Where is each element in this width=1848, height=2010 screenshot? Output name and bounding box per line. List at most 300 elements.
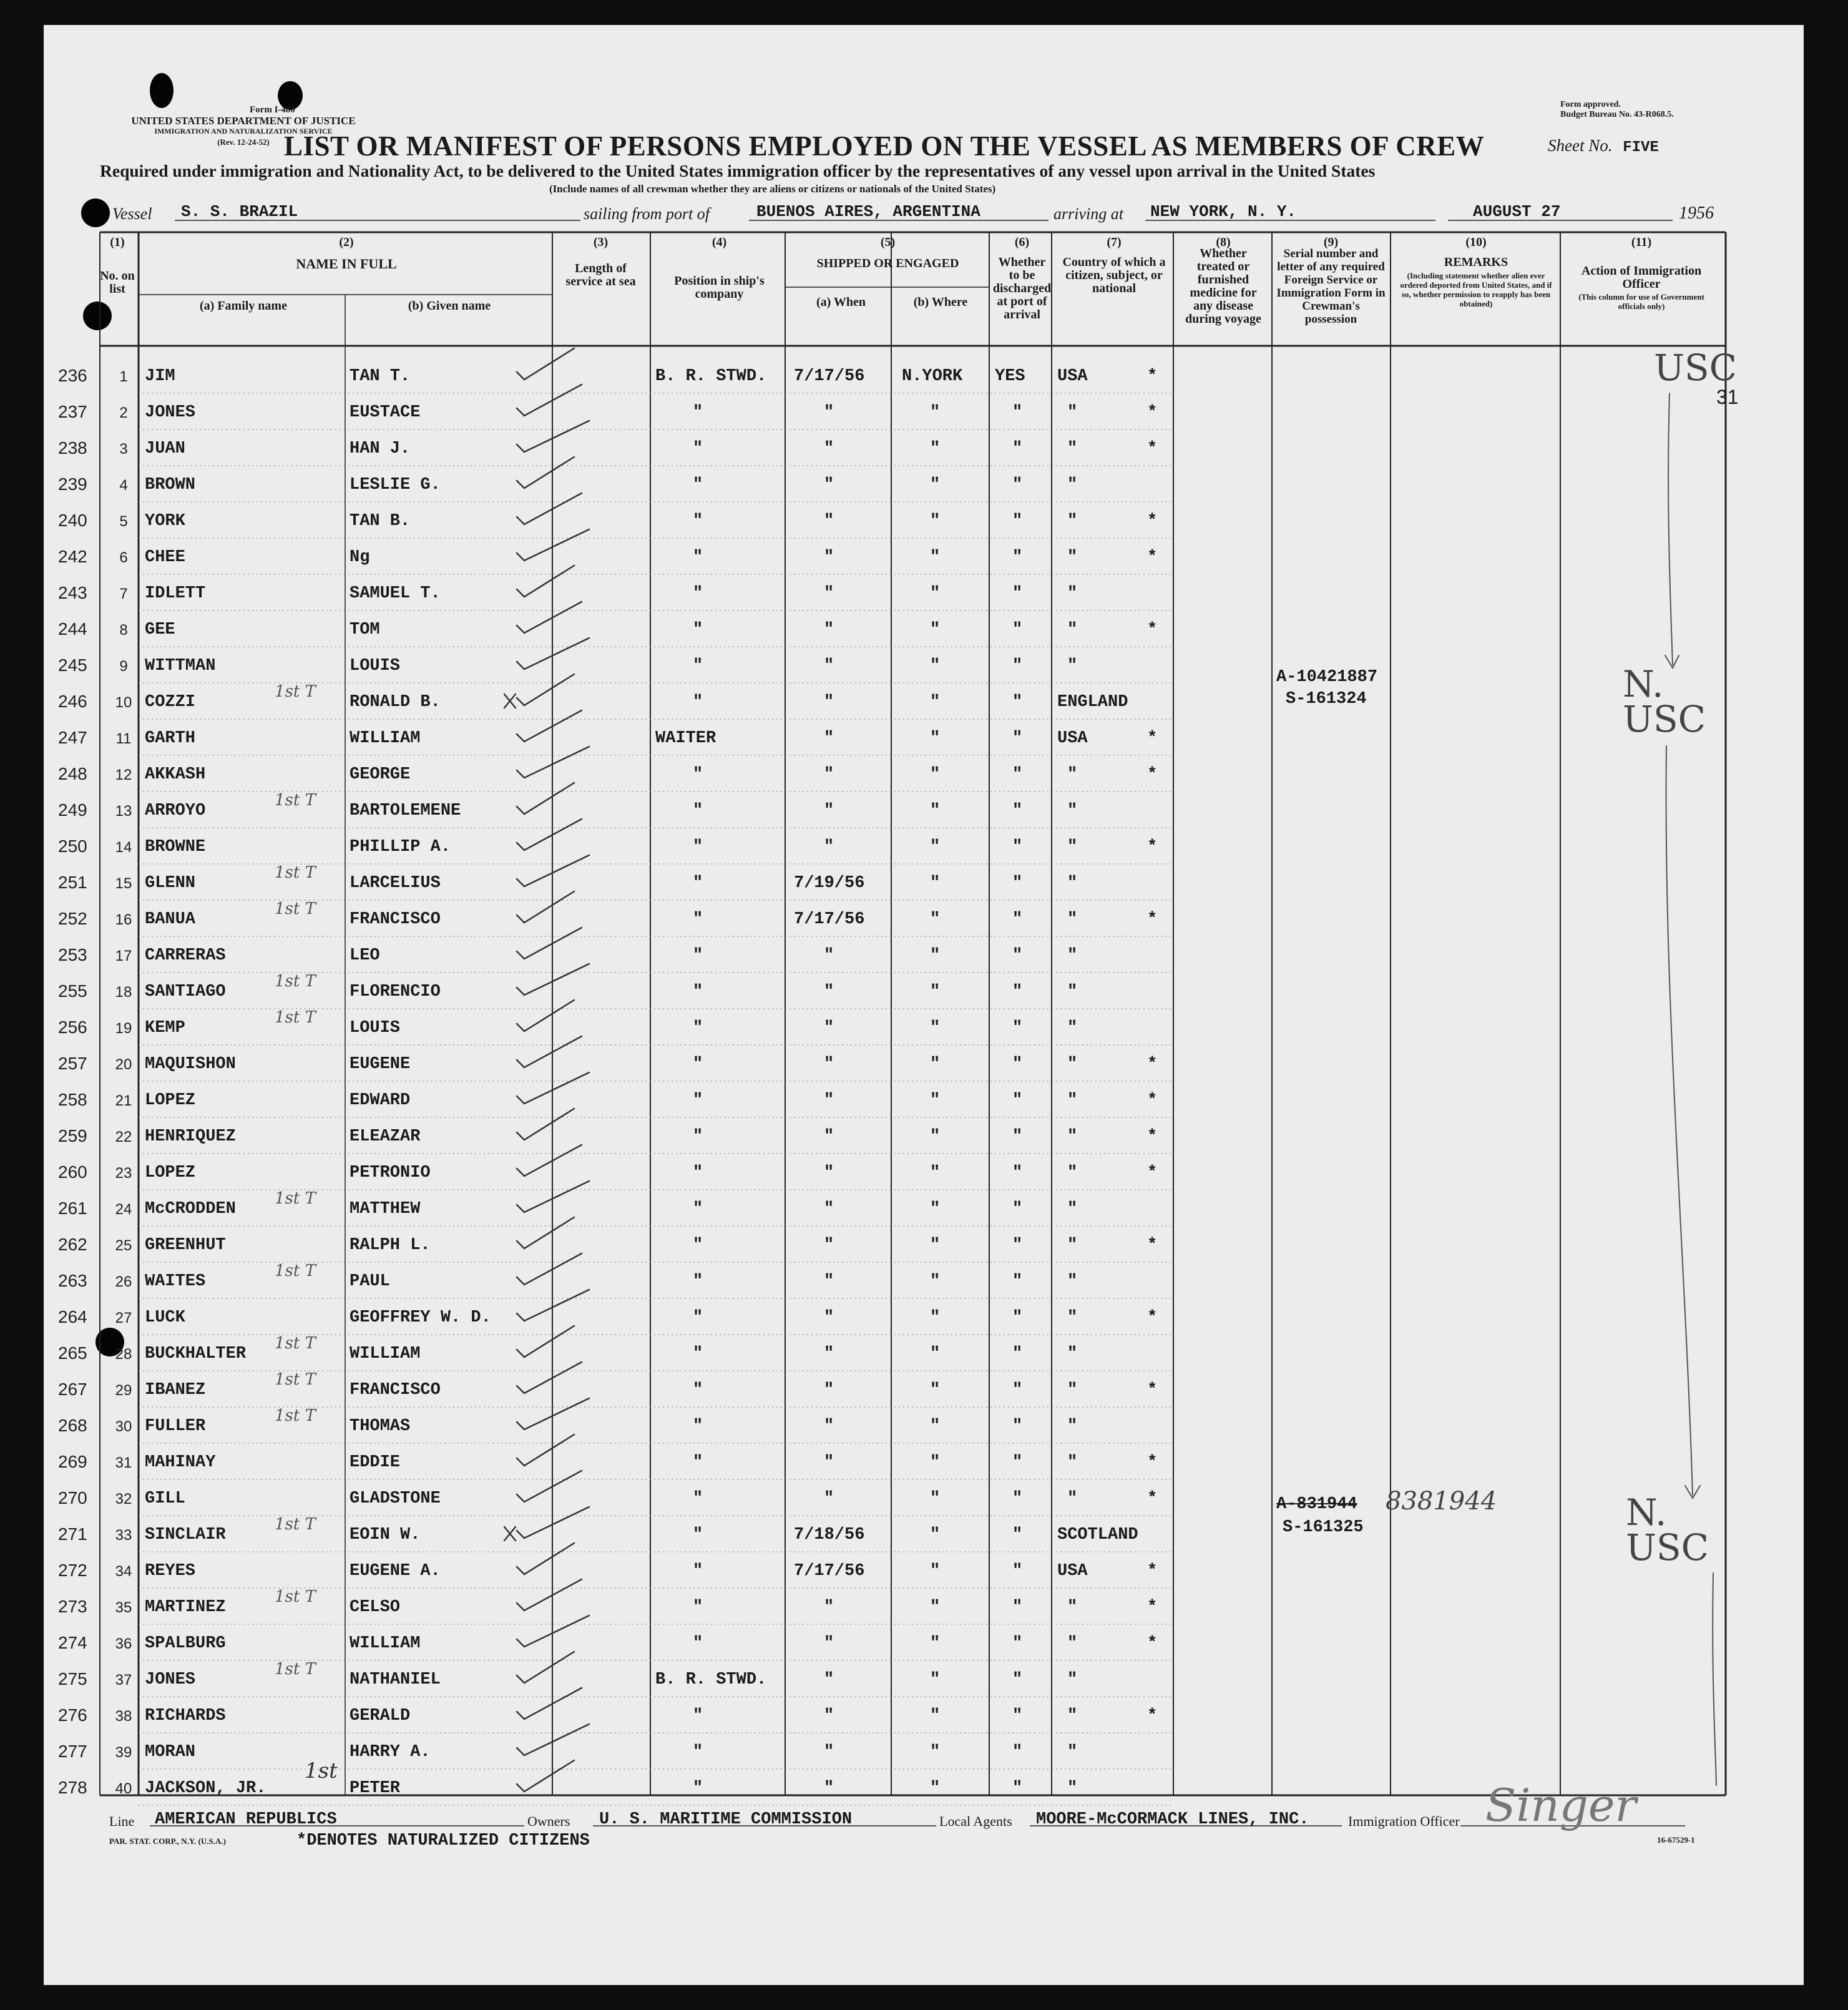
- row-given: NATHANIEL: [350, 1670, 441, 1689]
- row-position: ": [693, 1381, 703, 1400]
- row-discharge: ": [1012, 1670, 1023, 1689]
- row-outer: 262: [58, 1235, 87, 1254]
- col6-header: Whether to be discharged at port of arrival: [992, 255, 1052, 321]
- row-family: GEE: [145, 620, 175, 639]
- row-given: FLORENCIO: [350, 983, 441, 1001]
- row-where: ": [930, 1164, 941, 1182]
- row-where: ": [930, 620, 941, 639]
- service-checkmark: [517, 891, 574, 923]
- row-country: ": [1067, 910, 1078, 929]
- row-where: ": [930, 1272, 941, 1291]
- row-country: ": [1067, 657, 1078, 675]
- row-where: ": [930, 838, 941, 856]
- row-star: *: [1147, 1236, 1158, 1255]
- row-given: GEOFFREY W. D.: [350, 1308, 491, 1327]
- row-family: RICHARDS: [145, 1707, 226, 1725]
- row-given: TOM: [350, 620, 380, 639]
- row-position: B. R. STWD.: [655, 367, 767, 386]
- row-where: ": [930, 765, 941, 784]
- row-family: AKKASH: [145, 765, 206, 784]
- row-country: ": [1067, 1164, 1078, 1182]
- row-position: ": [693, 403, 703, 422]
- row-where: ": [930, 1345, 941, 1363]
- row-country: ": [1067, 439, 1078, 458]
- col11-header: Action of Immigration Officer: [1581, 264, 1702, 291]
- row-position: ": [693, 1345, 703, 1363]
- usc-mark-2: N. USC: [1623, 663, 1706, 740]
- row-where: ": [930, 729, 941, 748]
- first-trip-mark: 1st T: [275, 1262, 316, 1280]
- row-position: ": [693, 1200, 703, 1218]
- row-star: *: [1147, 1489, 1158, 1508]
- row-position: ": [693, 620, 703, 639]
- col1-header: No. on list: [100, 269, 135, 296]
- row-where: ": [930, 1019, 941, 1037]
- row-country: ": [1067, 1272, 1078, 1291]
- row-family: JONES: [145, 1670, 196, 1689]
- row-discharge: ": [1012, 802, 1023, 820]
- row-position: ": [693, 1308, 703, 1327]
- row-position: ": [693, 1272, 703, 1291]
- row-star: *: [1147, 1634, 1158, 1653]
- row-country: ": [1067, 1236, 1078, 1255]
- row-family: REYES: [145, 1562, 196, 1581]
- row-position: ": [693, 1743, 703, 1762]
- agents-name: MOORE-McCORMACK LINES, INC.: [1036, 1810, 1309, 1829]
- row-no: 11: [115, 730, 132, 747]
- row-when: ": [824, 1598, 834, 1617]
- row-when: ": [824, 946, 834, 965]
- row-where: ": [930, 1562, 941, 1581]
- row-discharge: ": [1012, 729, 1023, 748]
- row-no: 7: [119, 586, 128, 602]
- row-no: 16: [115, 911, 132, 928]
- row-discharge: ": [1012, 1345, 1023, 1363]
- row-outer: 243: [58, 583, 87, 602]
- row-no: 19: [115, 1020, 132, 1037]
- service-checkmark: [517, 348, 574, 380]
- row-family: CARRERAS: [145, 946, 226, 965]
- line-label: Line: [109, 1813, 135, 1829]
- service-checkmark: [517, 1253, 582, 1285]
- row-no: 38: [115, 1708, 132, 1725]
- row-where: ": [930, 1598, 941, 1617]
- col1-number: (1): [110, 235, 125, 249]
- row-when: ": [824, 1345, 834, 1363]
- service-checkmark: [517, 928, 582, 959]
- col10-number: (10): [1465, 235, 1487, 249]
- row-star: *: [1147, 765, 1158, 784]
- row-when: ": [824, 1417, 834, 1436]
- row-discharge: ": [1012, 1091, 1023, 1110]
- row-where: ": [930, 1127, 941, 1146]
- row-given: LESLIE G.: [350, 476, 441, 494]
- row-position: ": [693, 1091, 703, 1110]
- col3-number: (3): [593, 235, 609, 249]
- row-position: ": [693, 584, 703, 603]
- row-family: LUCK: [145, 1308, 185, 1327]
- row-where: ": [930, 1417, 941, 1436]
- row-position: ": [693, 1453, 703, 1472]
- row-where: ": [930, 1055, 941, 1074]
- arrival-date: AUGUST 27: [1473, 202, 1561, 221]
- row-country: SCOTLAND: [1057, 1526, 1138, 1544]
- row-star: *: [1147, 1453, 1158, 1472]
- row-star: *: [1147, 1164, 1158, 1182]
- row-star: *: [1147, 1381, 1158, 1400]
- officer-signature: Singer: [1485, 1779, 1636, 1831]
- row-country: ": [1067, 946, 1078, 965]
- row-discharge: ": [1012, 1055, 1023, 1074]
- row-where: ": [930, 1670, 941, 1689]
- row-given: WILLIAM: [350, 729, 421, 748]
- service-checkmark: [517, 1217, 574, 1248]
- row-no: 27: [115, 1310, 132, 1326]
- row-country: ": [1067, 1598, 1078, 1617]
- row-family: BANUA: [145, 910, 196, 929]
- row-where: ": [930, 1381, 941, 1400]
- department-name: UNITED STATES DEPARTMENT OF JUSTICE: [131, 115, 356, 127]
- first-trip-mark: 1st T: [275, 1334, 316, 1353]
- row-given: LOUIS: [350, 1019, 401, 1037]
- row-where: ": [930, 1200, 941, 1218]
- row-where: ": [930, 983, 941, 1001]
- row-star: *: [1147, 439, 1158, 458]
- row-outer: 264: [58, 1307, 87, 1326]
- row-outer: 261: [58, 1199, 87, 1218]
- row-no: 20: [115, 1056, 132, 1073]
- officer-label: Immigration Officer: [1348, 1813, 1460, 1829]
- row-no: 31: [115, 1454, 132, 1471]
- first-trip-mark: 1st T: [275, 1189, 316, 1208]
- service-checkmark: [517, 602, 582, 633]
- row-where: ": [930, 874, 941, 893]
- col5-header: SHIPPED OR ENGAGED: [816, 257, 959, 270]
- vessel-name: S. S. BRAZIL: [181, 202, 298, 221]
- row-when: ": [824, 1272, 834, 1291]
- row-where: ": [930, 693, 941, 712]
- row-no: 30: [115, 1418, 132, 1435]
- row-discharge: ": [1012, 439, 1023, 458]
- row-when: 7/17/56: [794, 910, 865, 929]
- row-where: N.YORK: [902, 367, 963, 386]
- row-family: IBANEZ: [145, 1381, 206, 1400]
- row-position: ": [693, 657, 703, 675]
- row-given: PETRONIO: [350, 1164, 431, 1182]
- row-family: HENRIQUEZ: [145, 1127, 236, 1146]
- first-trip-mark: 1st: [305, 1758, 338, 1783]
- row-position: ": [693, 1598, 703, 1617]
- col5-number: (5): [880, 235, 896, 249]
- row-outer: 267: [58, 1380, 87, 1399]
- row-family: COZZI: [145, 693, 196, 712]
- row10-serial-a: A-10421887: [1276, 668, 1378, 687]
- row-given: PAUL: [350, 1272, 390, 1291]
- row10-serial-s: S-161324: [1286, 690, 1367, 708]
- arrow-line: [1666, 746, 1693, 1495]
- arrival-port: NEW YORK, N. Y.: [1150, 202, 1297, 221]
- row-star: *: [1147, 548, 1158, 567]
- row-country: USA: [1057, 729, 1088, 748]
- row-star: *: [1147, 1091, 1158, 1110]
- row-where: ": [930, 1236, 941, 1255]
- row-discharge: ": [1012, 838, 1023, 856]
- row-outer: 274: [58, 1633, 87, 1652]
- arrow-line: [1668, 393, 1673, 665]
- row-when: ": [824, 765, 834, 784]
- row-country: ": [1067, 476, 1078, 494]
- agents-label: Local Agents: [939, 1813, 1012, 1829]
- row-country: ": [1067, 512, 1078, 531]
- service-checkmark: [517, 1000, 574, 1031]
- row-where: ": [930, 1308, 941, 1327]
- row-country: ": [1067, 1200, 1078, 1218]
- row-where: ": [930, 1634, 941, 1653]
- row-country: ": [1067, 1743, 1078, 1762]
- service-checkmark: [517, 1326, 574, 1357]
- row-no: 2: [119, 404, 128, 421]
- row-country: USA: [1057, 1562, 1088, 1581]
- row-family: BROWNE: [145, 838, 206, 856]
- row-star: *: [1147, 367, 1158, 386]
- row-given: TAN T.: [350, 367, 411, 386]
- row-given: FRANCISCO: [350, 1381, 441, 1400]
- row-when: ": [824, 802, 834, 820]
- row-country: ": [1067, 620, 1078, 639]
- col10-header: REMARKS: [1444, 255, 1508, 269]
- row-outer: 269: [58, 1452, 87, 1471]
- form-revision: (Rev. 12-24-52): [217, 137, 270, 147]
- row-discharge: ": [1012, 1562, 1023, 1581]
- row-no: 18: [115, 984, 132, 1001]
- row-outer: 257: [58, 1054, 87, 1073]
- row-country: ": [1067, 1019, 1078, 1037]
- row-star: *: [1147, 403, 1158, 422]
- row-family: YORK: [145, 512, 185, 531]
- row-discharge: ": [1012, 1743, 1023, 1762]
- row-discharge: ": [1012, 657, 1023, 675]
- service-checkmark: [517, 1543, 574, 1574]
- row-star: *: [1147, 512, 1158, 531]
- row-outer: 248: [58, 764, 87, 783]
- first-trip-mark: 1st T: [275, 900, 316, 918]
- row-outer: 237: [58, 402, 87, 421]
- row-when: ": [824, 1164, 834, 1182]
- row-when: ": [824, 1308, 834, 1327]
- row-position: ": [693, 765, 703, 784]
- row-given: EDWARD: [350, 1091, 411, 1110]
- row-outer: 278: [58, 1778, 87, 1797]
- service-checkmark: [517, 1434, 574, 1466]
- first-trip-mark: 1st T: [275, 1406, 316, 1425]
- row-discharge: ": [1012, 1127, 1023, 1146]
- row-country: ": [1067, 1634, 1078, 1653]
- row-given: THOMAS: [350, 1417, 411, 1436]
- row-when: ": [824, 693, 834, 712]
- row-country: ": [1067, 1707, 1078, 1725]
- row-family: McCRODDEN: [145, 1200, 236, 1218]
- col2a-header: (a) Family name: [200, 299, 287, 313]
- row-given: CELSO: [350, 1598, 401, 1617]
- row-when: ": [824, 1707, 834, 1725]
- row-discharge: ": [1012, 476, 1023, 494]
- col9-header: Serial number and letter of any required Foreign Service or Immigration Form in Crewman's possession: [1276, 247, 1386, 326]
- row-discharge: ": [1012, 946, 1023, 965]
- row-star: *: [1147, 1598, 1158, 1617]
- include-statement: (Include names of all crewman whether they are aliens or citizens or nationals of the United States): [549, 183, 996, 195]
- row-no: 23: [115, 1165, 132, 1182]
- row-discharge: ": [1012, 1634, 1023, 1653]
- row-given: MATTHEW: [350, 1200, 421, 1218]
- sheet-label: Sheet No.: [1548, 136, 1613, 155]
- row-country: ": [1067, 1345, 1078, 1363]
- row-country: ": [1067, 1670, 1078, 1689]
- row-no: 26: [115, 1273, 132, 1290]
- col9-number: (9): [1323, 235, 1339, 249]
- row-outer: 270: [58, 1488, 87, 1508]
- row-no: 1: [119, 368, 128, 385]
- row-given: GLADSTONE: [350, 1489, 441, 1508]
- row-discharge: ": [1012, 1236, 1023, 1255]
- row-no: 8: [119, 622, 128, 639]
- row-position: ": [693, 1562, 703, 1581]
- row-no: 9: [119, 658, 128, 675]
- col5b-header: (b) Where: [913, 295, 968, 309]
- arrow-line: [1713, 1573, 1716, 1785]
- owners-name: U. S. MARITIME COMMISSION: [599, 1810, 853, 1829]
- row-no: 28: [115, 1346, 132, 1363]
- row-outer: 249: [58, 800, 87, 820]
- row-no: 22: [115, 1129, 132, 1145]
- row-discharge: YES: [995, 367, 1025, 386]
- row-family: JUAN: [145, 439, 185, 458]
- vessel-label: Vessel: [112, 205, 152, 223]
- row-where: ": [930, 1453, 941, 1472]
- row-discharge: ": [1012, 1272, 1023, 1291]
- row-discharge: ": [1012, 548, 1023, 567]
- row-family: BUCKHALTER: [145, 1345, 247, 1363]
- row-when: ": [824, 729, 834, 748]
- row-when: ": [824, 439, 834, 458]
- row-where: ": [930, 548, 941, 567]
- row-position: ": [693, 1236, 703, 1255]
- row-family: SPALBURG: [145, 1634, 226, 1653]
- row-discharge: ": [1012, 403, 1023, 422]
- row-country: ": [1067, 1055, 1078, 1074]
- row-when: ": [824, 1743, 834, 1762]
- row-where: ": [930, 584, 941, 603]
- row-given: GEORGE: [350, 765, 411, 784]
- service-checkmark: [517, 493, 582, 524]
- row33-serial-a: A-831944: [1276, 1495, 1357, 1514]
- row-when: ": [824, 403, 834, 422]
- row-outer: 244: [58, 619, 87, 639]
- first-trip-mark: 1st T: [275, 1008, 316, 1027]
- row-position: ": [693, 910, 703, 929]
- row-discharge: ": [1012, 693, 1023, 712]
- row-given: LEO: [350, 946, 380, 965]
- row-discharge: ": [1012, 1417, 1023, 1436]
- owners-label: Owners: [527, 1813, 570, 1829]
- col6-number: (6): [1014, 235, 1030, 249]
- form-code: 16-67529-1: [1657, 1835, 1695, 1845]
- row-family: SANTIAGO: [145, 983, 226, 1001]
- row-where: ": [930, 1779, 941, 1798]
- first-trip-mark: 1st T: [275, 1660, 316, 1679]
- row-given: Ng: [350, 548, 370, 567]
- row-where: ": [930, 946, 941, 965]
- row-star: *: [1147, 838, 1158, 856]
- row-position: ": [693, 946, 703, 965]
- row-when: ": [824, 512, 834, 531]
- row-no: 29: [115, 1382, 132, 1399]
- row-outer: 253: [58, 945, 87, 964]
- row-when: ": [824, 548, 834, 567]
- row-position: ": [693, 1417, 703, 1436]
- row-no: 25: [115, 1237, 132, 1254]
- service-checkmark: [517, 1688, 582, 1719]
- arrival-year: 1956: [1679, 203, 1714, 223]
- row-discharge: ": [1012, 1707, 1023, 1725]
- arriving-label: arriving at: [1054, 205, 1123, 223]
- row-star: *: [1147, 1562, 1158, 1581]
- row-country: ": [1067, 1091, 1078, 1110]
- first-trip-mark: 1st T: [275, 1587, 316, 1606]
- row-when: ": [824, 1055, 834, 1074]
- row-position: ": [693, 476, 703, 494]
- service-checkmark: [517, 566, 574, 597]
- row-given: LARCELIUS: [350, 874, 441, 893]
- row-discharge: ": [1012, 584, 1023, 603]
- row-no: 6: [119, 549, 128, 566]
- row-where: ": [930, 910, 941, 929]
- row-when: ": [824, 983, 834, 1001]
- row-where: ": [930, 512, 941, 531]
- row-family: BROWN: [145, 476, 196, 494]
- row-no: 33: [115, 1527, 132, 1544]
- service-checkmark: [517, 819, 582, 850]
- row-outer: 247: [58, 728, 87, 747]
- row-country: ": [1067, 983, 1078, 1001]
- row-outer: 268: [58, 1416, 87, 1435]
- row-family: KEMP: [145, 1019, 185, 1037]
- row-no: 15: [115, 875, 132, 892]
- row-family: WITTMAN: [145, 657, 216, 675]
- manifest-title: LIST OR MANIFEST OF PERSONS EMPLOYED ON THE VESSEL AS MEMBERS OF CREW: [284, 130, 1485, 162]
- first-trip-mark: 1st T: [275, 682, 316, 701]
- row-when: ": [824, 1489, 834, 1508]
- row-position: ": [693, 1779, 703, 1798]
- row-discharge: ": [1012, 1489, 1023, 1508]
- service-checkmark: [517, 1109, 574, 1140]
- row-position: ": [693, 1019, 703, 1037]
- row-discharge: ": [1012, 1779, 1023, 1798]
- form-approval: Form approved.: [1560, 100, 1621, 109]
- side-number: 31: [1716, 386, 1739, 408]
- row-when: ": [824, 1019, 834, 1037]
- row-country: ENGLAND: [1057, 693, 1128, 712]
- row-when: ": [824, 584, 834, 603]
- row-discharge: ": [1012, 1598, 1023, 1617]
- row-discharge: ": [1012, 1526, 1023, 1544]
- row-position: ": [693, 874, 703, 893]
- row-family: FULLER: [145, 1417, 206, 1436]
- row-when: 7/17/56: [794, 1562, 865, 1581]
- row-discharge: ": [1012, 983, 1023, 1001]
- row-country: ": [1067, 1453, 1078, 1472]
- col8-number: (8): [1216, 235, 1231, 249]
- service-checkmark: [517, 1579, 582, 1610]
